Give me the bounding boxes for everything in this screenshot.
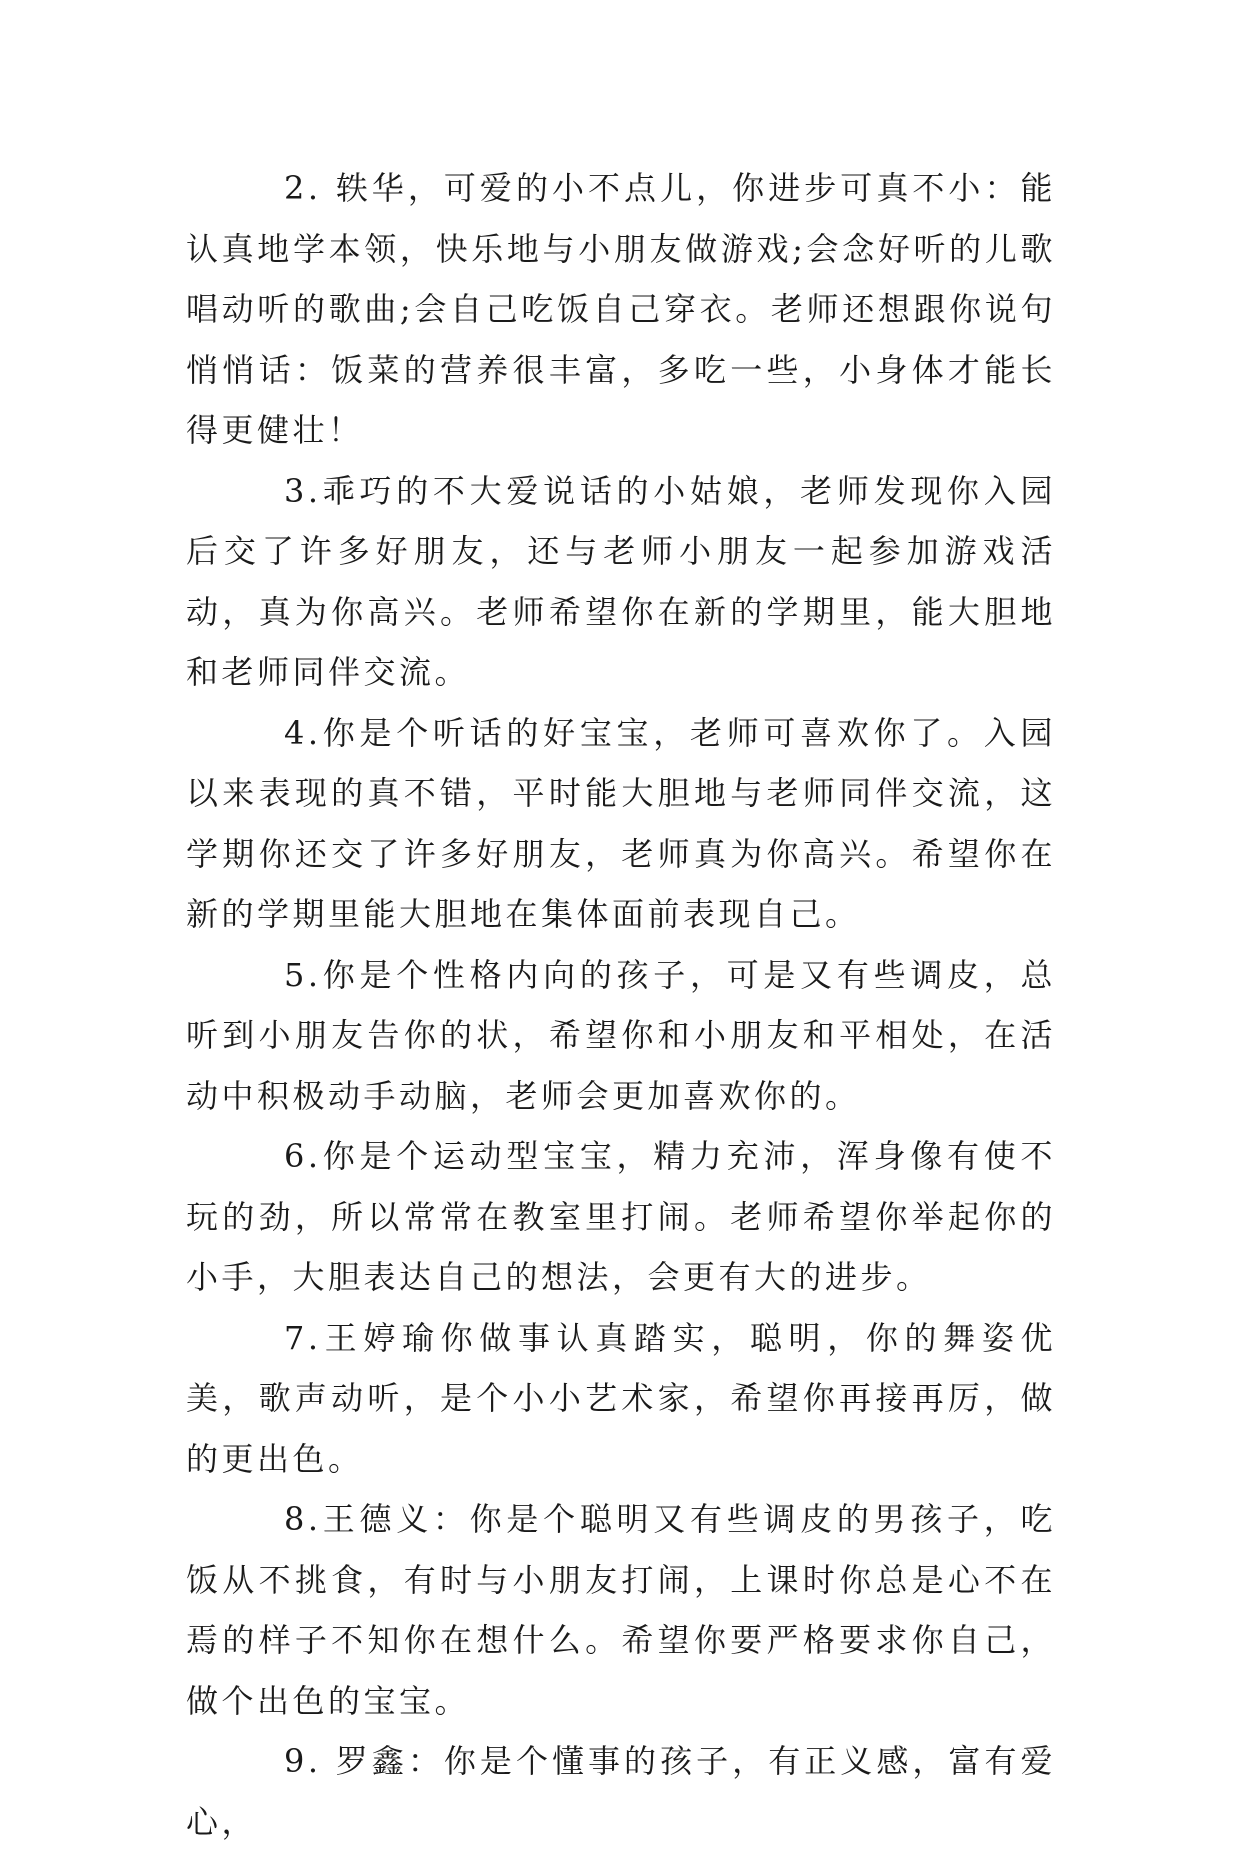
paragraph-2: 2. 轶华，可爱的小不点儿，你进步可真不小：能认真地学本领，快乐地与小朋友做游戏;会念好听的儿歌唱动听的歌曲;会自己吃饭自己穿衣。老师还想跟你说句悄悄话：饭菜的营养很丰富，多吃一些，小身体才能长得更健壮！: [186, 169, 1056, 449]
paragraph-6: 6.你是个运动型宝宝，精力充沛，浑身像有使不玩的劲，所以常常在教室里打闹。老师希望你举起你的小手，大胆表达自己的想法，会更有大的进步。: [186, 1137, 1056, 1296]
paragraph-9: 9. 罗鑫：你是个懂事的孩子，有正义感，富有爱心，: [186, 1742, 1056, 1841]
paragraph-5: 5.你是个性格内向的孩子，可是又有些调皮，总听到小朋友告你的状，希望你和小朋友和平相处，在活动中积极动手动脑，老师会更加喜欢你的。: [186, 955, 1056, 1115]
paragraph-8: 8.王德义：你是个聪明又有些调皮的男孩子，吃饭从不挑食，有时与小朋友打闹，上课时你总是心不在焉的样子不知你在想什么。希望你要严格要求你自己，做个出色的宝宝。: [186, 1500, 1056, 1720]
paragraph-7: 7.王婷瑜你做事认真踏实，聪明，你的舞姿优美，歌声动听，是个小小艺术家，希望你再接再厉，做的更出色。: [186, 1318, 1056, 1478]
document-body: [186, 158, 1056, 1852]
paragraph-4: 4.你是个听话的好宝宝，老师可喜欢你了。入园以来表现的真不错，平时能大胆地与老师同伴交流，这学期你还交了许多好朋友，老师真为你高兴。希望你在新的学期里能大胆地在集体面前表现自己。: [186, 713, 1056, 933]
paragraph-3: 3.乖巧的不大爱说话的小姑娘，老师发现你入园后交了许多好朋友，还与老师小朋友一起参加游戏活动，真为你高兴。老师希望你在新的学期里，能大胆地和老师同伴交流。: [186, 471, 1056, 691]
